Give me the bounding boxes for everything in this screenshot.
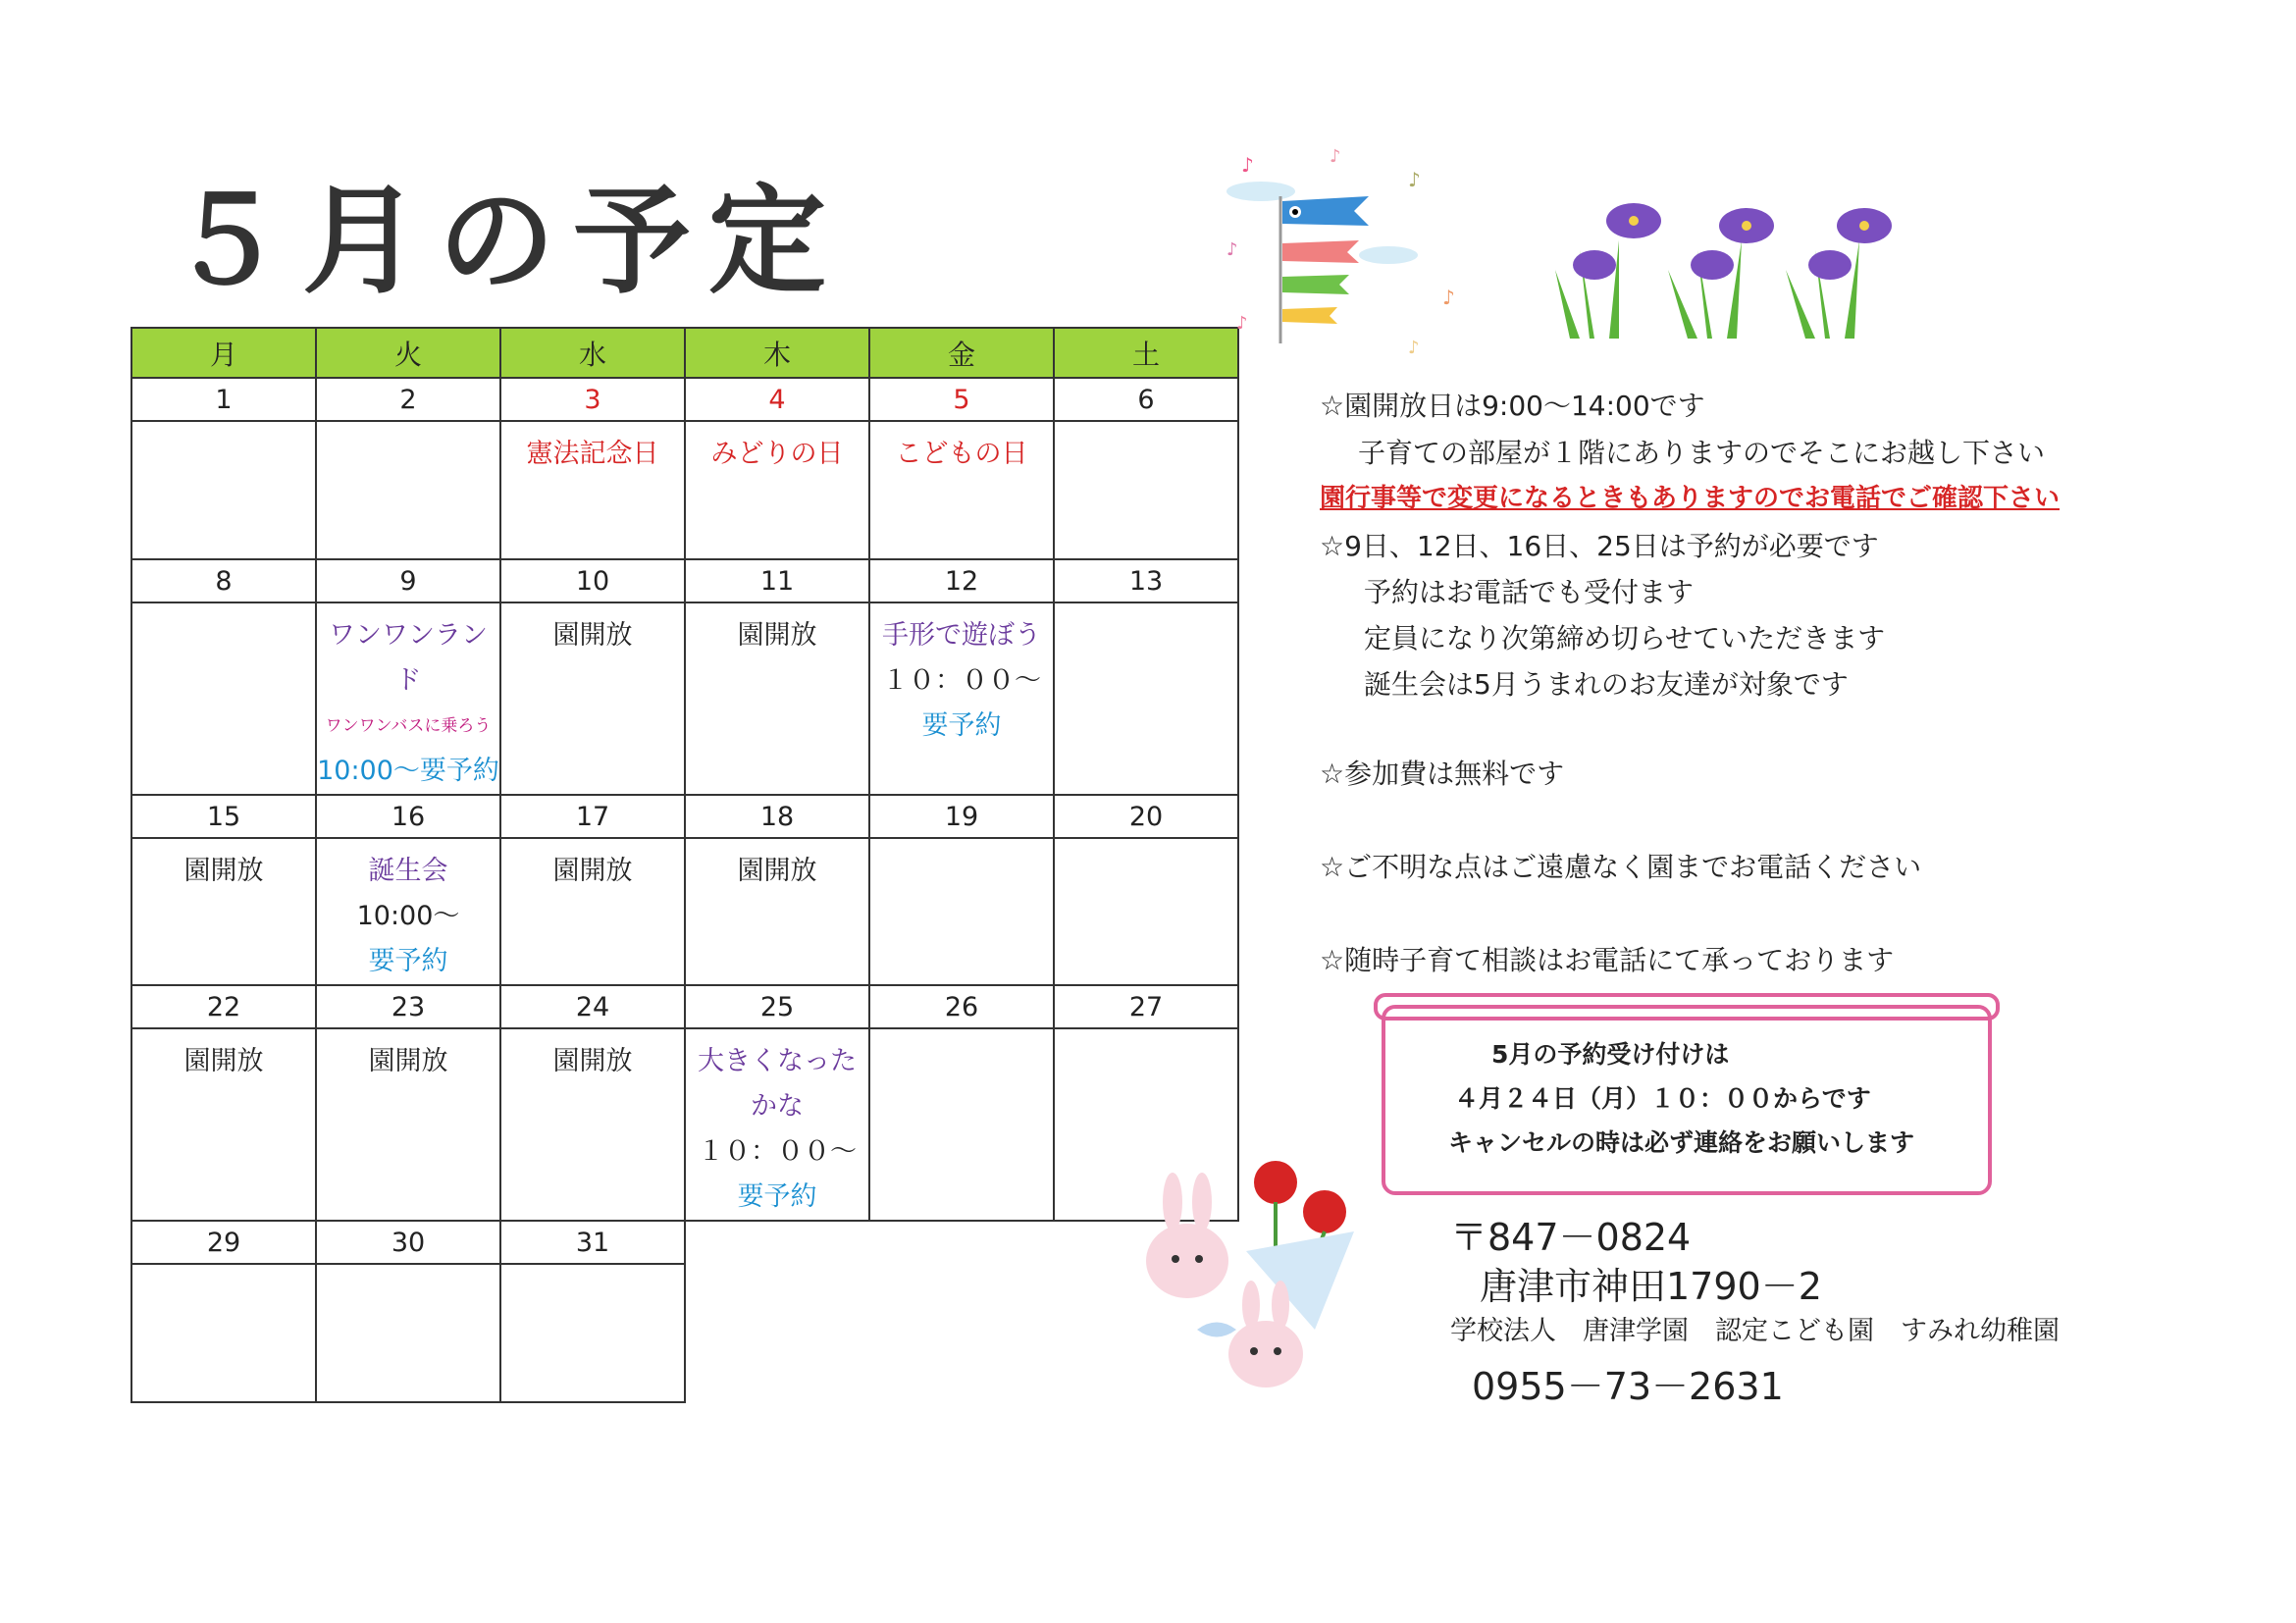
day-cell <box>131 602 316 795</box>
day-cell <box>1054 421 1238 559</box>
day-cell <box>500 1028 685 1221</box>
iris-flowers-illustration <box>1550 191 1943 348</box>
day-number: 30 <box>316 1221 500 1264</box>
event-text: 園開放 <box>552 856 633 886</box>
day-cell <box>316 421 500 559</box>
day-cell <box>685 602 869 795</box>
svg-text:♪: ♪ <box>1408 338 1420 358</box>
day-cell <box>500 602 685 795</box>
reservation-line-3: キャンセルの時は必ず連絡をお願いします <box>1448 1128 1915 1157</box>
day-number: 29 <box>131 1221 316 1264</box>
day-number: 17 <box>500 795 685 838</box>
day-number: 12 <box>869 559 1054 602</box>
empty-cell <box>869 1264 1054 1402</box>
day-number: 19 <box>869 795 1054 838</box>
day-number: 5 <box>869 378 1054 421</box>
day-number: 22 <box>131 985 316 1028</box>
event-text: 園開放 <box>737 856 817 886</box>
day-cell <box>869 602 1054 795</box>
event-text: ワンワンバスに乗ろう <box>325 716 492 736</box>
day-cell <box>500 1264 685 1402</box>
day-cell <box>1054 838 1238 985</box>
weekday-header: 水 <box>500 328 685 378</box>
day-cell <box>131 421 316 559</box>
day-number: 26 <box>869 985 1054 1028</box>
info-line-7: 誕生会は5月うまれのお友達が対象です <box>1364 668 1849 701</box>
calendar-table <box>130 327 1239 1403</box>
day-number: 27 <box>1054 985 1238 1028</box>
day-cell <box>1054 602 1238 795</box>
bunny-carnation-illustration <box>1128 1143 1383 1398</box>
organization-name: 学校法人 唐津学園 認定こども園 すみれ幼稚園 <box>1450 1316 2060 1346</box>
day-number: 2 <box>316 378 500 421</box>
event-text: 要予約 <box>368 946 448 976</box>
info-line-1: ☆園開放日は9:00～14:00です <box>1320 390 1705 422</box>
event-text: １０：００～ <box>698 1136 857 1167</box>
day-cell <box>131 1028 316 1221</box>
event-text: 園開放 <box>183 856 264 886</box>
address-city: 唐津市神田1790－2 <box>1480 1265 1822 1308</box>
day-cell <box>316 1028 500 1221</box>
day-cell <box>500 421 685 559</box>
event-text: 園開放 <box>183 1046 264 1076</box>
day-cell <box>685 1028 869 1221</box>
day-cell <box>316 1264 500 1402</box>
svg-text:♪: ♪ <box>1241 153 1254 177</box>
svg-text:♪: ♪ <box>1408 168 1421 191</box>
weekday-header: 土 <box>1054 328 1238 378</box>
weekday-header: 火 <box>316 328 500 378</box>
info-line-5: 予約はお電話でも受付ます <box>1364 576 1695 608</box>
reservation-line-1: 5月の予約受け付けは <box>1491 1040 1730 1069</box>
info-line-3: 園行事等で変更になるときもありますのでお電話でご確認下さい <box>1320 484 2061 513</box>
info-line-8: ☆参加費は無料です <box>1320 758 1565 790</box>
empty-cell <box>869 1221 1054 1264</box>
day-number: 10 <box>500 559 685 602</box>
event-text: 誕生会 <box>368 856 448 886</box>
day-cell <box>685 421 869 559</box>
page-title: ５月の予定 <box>167 174 844 310</box>
koinobori-illustration <box>1222 147 1467 373</box>
day-cell <box>316 838 500 985</box>
day-number: 1 <box>131 378 316 421</box>
day-number: 9 <box>316 559 500 602</box>
day-number: 6 <box>1054 378 1238 421</box>
svg-text:♪: ♪ <box>1226 239 1238 260</box>
event-text: ワンワンランド <box>329 620 488 696</box>
day-cell <box>500 838 685 985</box>
event-text: 園開放 <box>368 1046 448 1076</box>
event-text: 園開放 <box>552 620 633 651</box>
event-text: 手形で遊ぼう <box>882 620 1041 651</box>
postal-code: 〒847－0824 <box>1450 1216 1692 1259</box>
day-cell <box>685 838 869 985</box>
info-line-6: 定員になり次第締め切らせていただきます <box>1364 622 1886 654</box>
info-line-4: ☆9日、12日、16日、25日は予約が必要です <box>1320 530 1879 562</box>
event-text: 大きくなったかな <box>698 1046 857 1122</box>
empty-cell <box>685 1264 869 1402</box>
day-number: 11 <box>685 559 869 602</box>
reservation-line-2: ４月２４日（月）１０：００からです <box>1454 1084 1871 1113</box>
day-number: 23 <box>316 985 500 1028</box>
svg-text:♪: ♪ <box>1330 147 1341 167</box>
weekday-header: 木 <box>685 328 869 378</box>
day-number: 8 <box>131 559 316 602</box>
day-cell <box>131 838 316 985</box>
day-number: 25 <box>685 985 869 1028</box>
day-cell <box>869 421 1054 559</box>
empty-cell <box>685 1221 869 1264</box>
day-cell <box>131 1264 316 1402</box>
event-text: 要予約 <box>921 710 1002 741</box>
event-text: こどもの日 <box>895 439 1028 469</box>
event-text: 要予約 <box>737 1181 817 1212</box>
day-number: 31 <box>500 1221 685 1264</box>
event-text: 憲法記念日 <box>526 439 659 469</box>
day-cell <box>869 1028 1054 1221</box>
event-text: 10:00～要予約 <box>317 756 499 786</box>
weekday-header: 金 <box>869 328 1054 378</box>
day-number: 24 <box>500 985 685 1028</box>
event-text: 10:00～ <box>356 901 460 931</box>
info-line-9: ☆ご不明な点はご遠慮なく園までお電話ください <box>1320 851 1922 883</box>
event-text: みどりの日 <box>710 439 844 469</box>
event-text: １０：００～ <box>882 665 1041 696</box>
day-number: 4 <box>685 378 869 421</box>
phone-number: 0955－73－2631 <box>1472 1365 1784 1408</box>
day-number: 3 <box>500 378 685 421</box>
event-text: 園開放 <box>737 620 817 651</box>
info-line-10: ☆随時子育て相談はお電話にて承っております <box>1320 944 1895 976</box>
day-number: 18 <box>685 795 869 838</box>
event-text: 園開放 <box>552 1046 633 1076</box>
svg-text:♪: ♪ <box>1236 313 1248 334</box>
day-cell <box>316 602 500 795</box>
weekday-header: 月 <box>131 328 316 378</box>
day-cell <box>869 838 1054 985</box>
day-number: 13 <box>1054 559 1238 602</box>
day-number: 16 <box>316 795 500 838</box>
day-number: 15 <box>131 795 316 838</box>
day-number: 20 <box>1054 795 1238 838</box>
info-line-2: 子育ての部屋が１階にありますのでそこにお越し下さい <box>1358 437 2046 469</box>
svg-text:♪: ♪ <box>1442 286 1455 309</box>
